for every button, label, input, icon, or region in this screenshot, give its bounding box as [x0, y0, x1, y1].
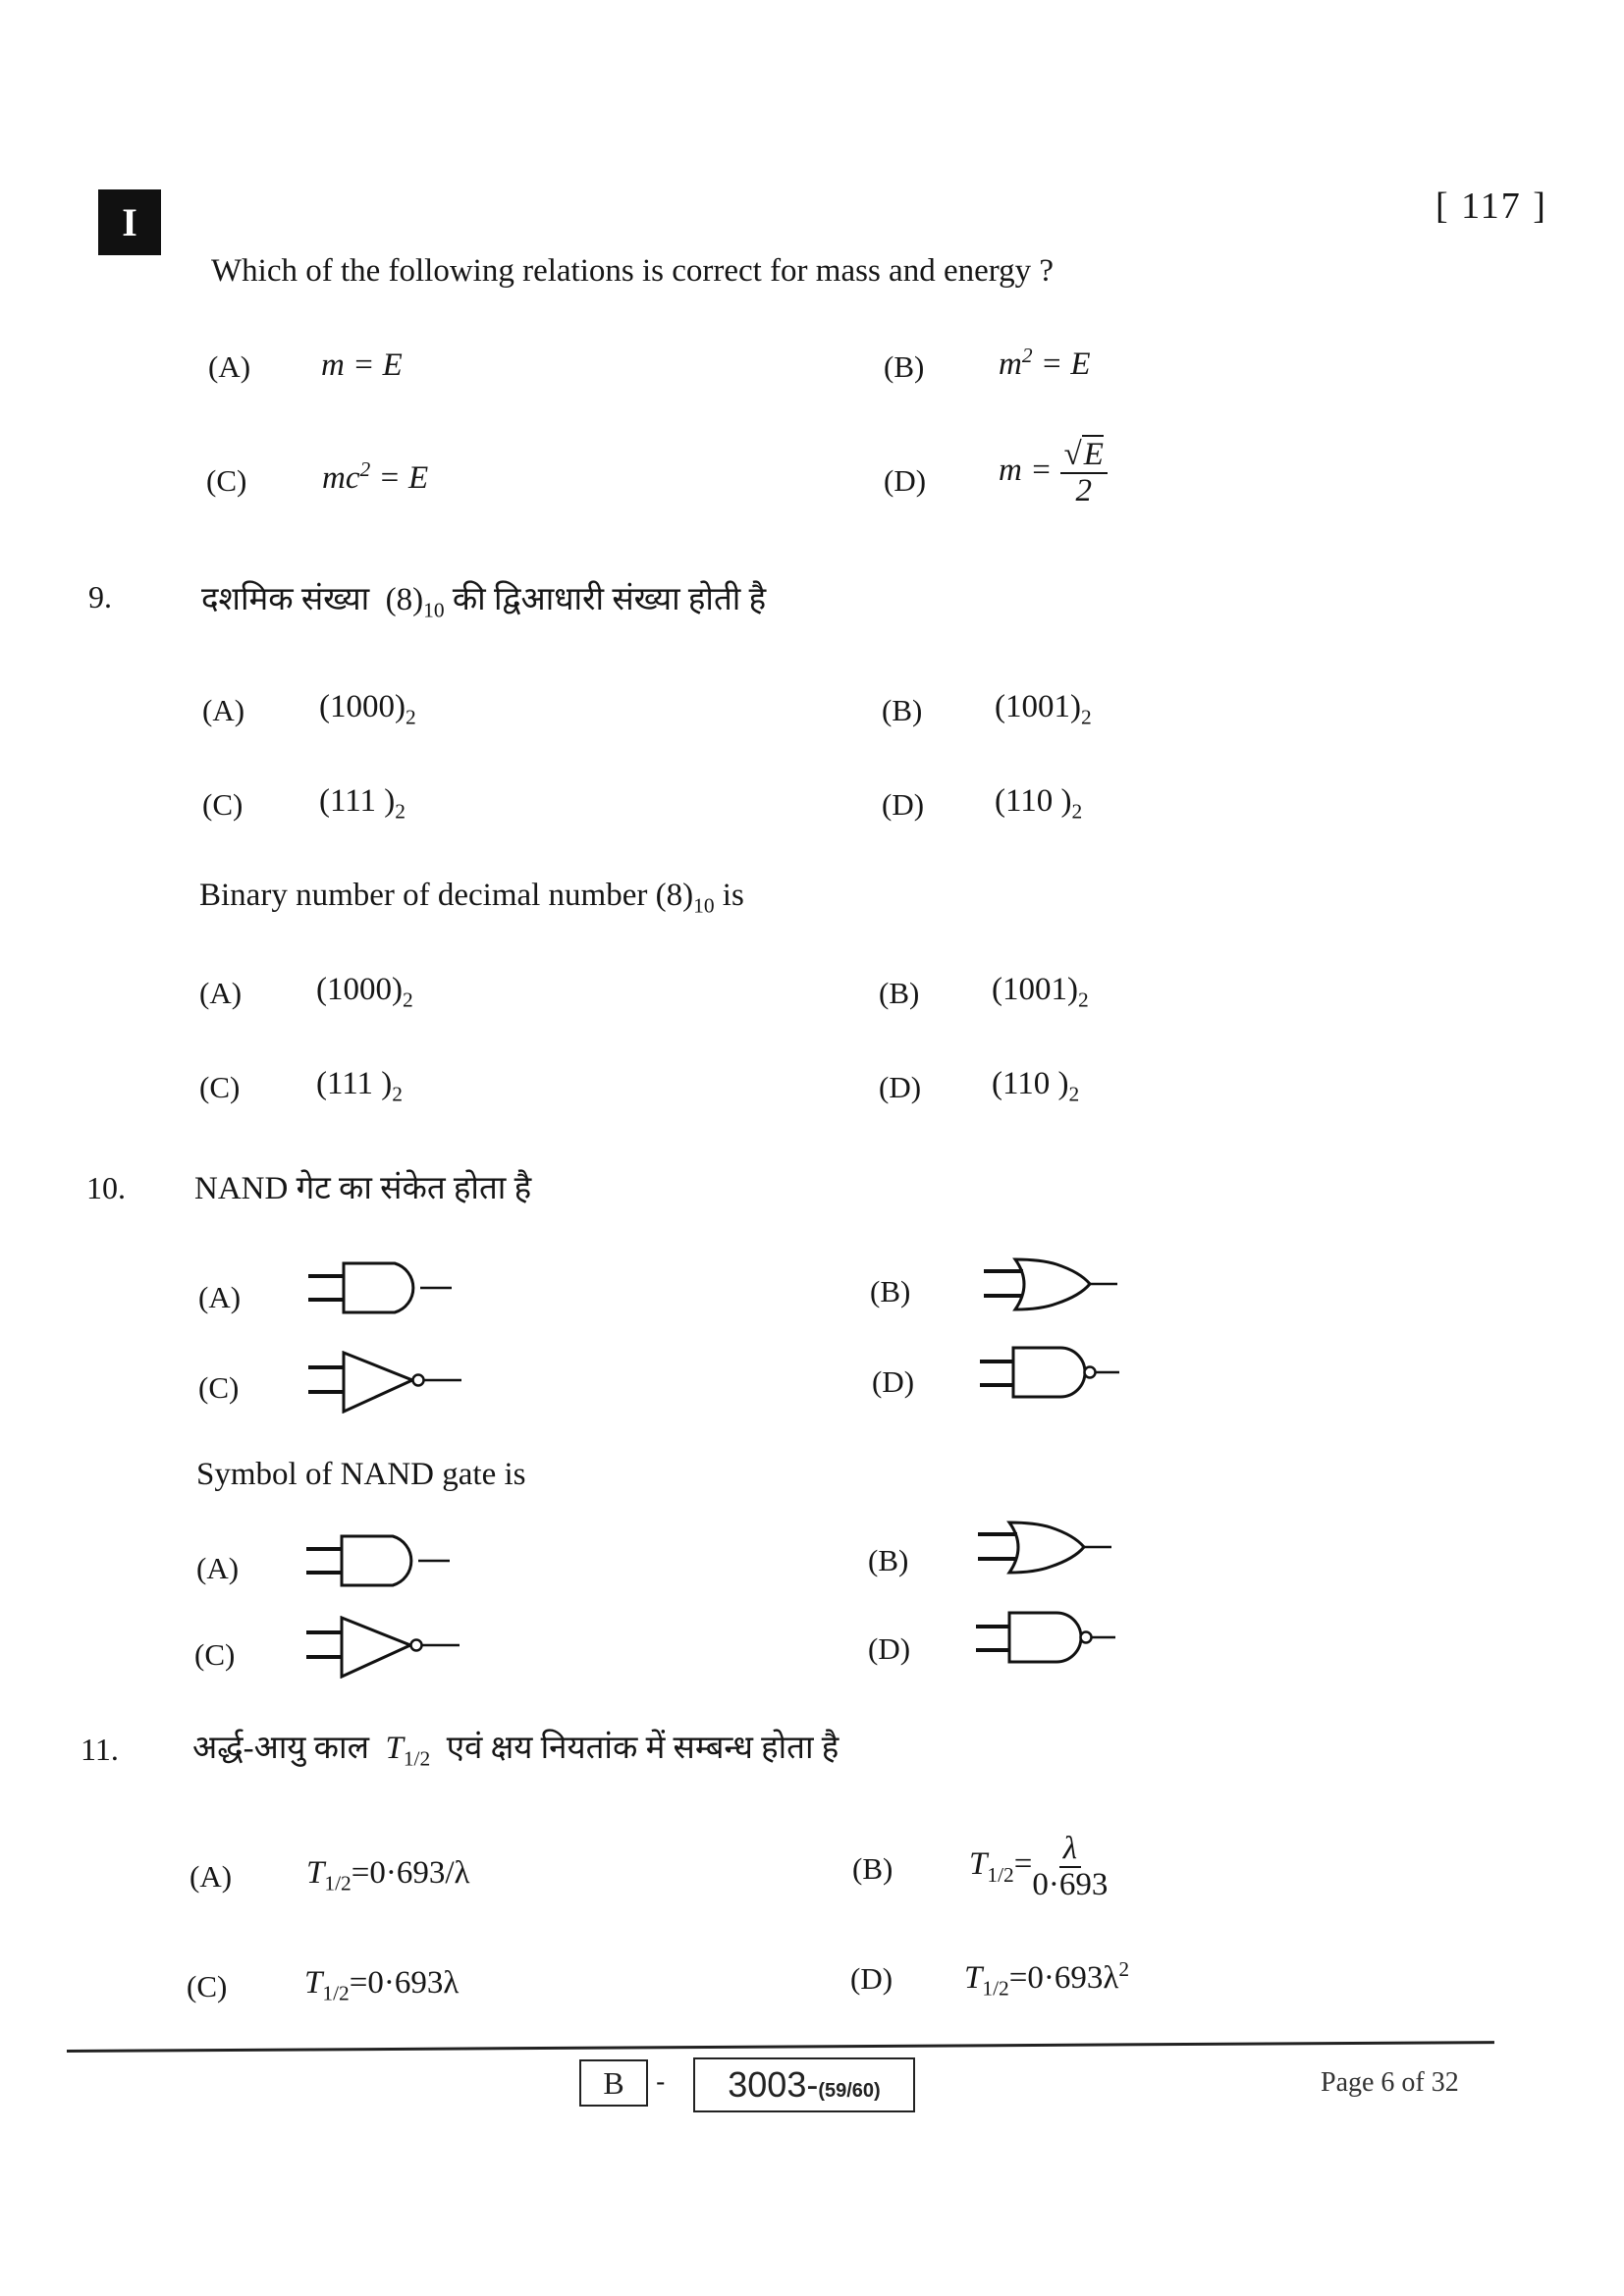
q11-option-a-label: (A)	[189, 1859, 233, 1894]
question-8-stem: Which of the following relations is correct for mass and energy ?	[211, 253, 1055, 289]
q9-en-option-c-value: (111 )$_2$	[316, 1066, 403, 1106]
question-9-stem-hindi: दशमिक संख्या $(8)_{10}$ की द्विआधारी संख्या होती है	[201, 582, 767, 622]
question-9-number: 9.	[88, 579, 112, 614]
q9-hi-option-b-label: (B)	[882, 693, 923, 727]
q11-option-c-label: (C)	[187, 1969, 228, 2003]
q10-en-option-d-label: (D)	[868, 1631, 911, 1666]
q8-option-b-value: $m^2 = E$	[999, 344, 1091, 382]
and-gate-icon	[306, 1260, 454, 1317]
or-gate-icon	[982, 1256, 1119, 1313]
question-10-number: 10.	[86, 1170, 126, 1205]
q8-option-a-value: m = E	[321, 347, 403, 383]
q9-hi-option-c-value: (111 )$_2$	[319, 783, 406, 824]
question-10-stem-english: Symbol of NAND gate is	[196, 1457, 526, 1492]
question-10-stem-hindi: NAND गेट का संकेत होता है	[194, 1171, 532, 1206]
q10-hi-option-d-label: (D)	[872, 1364, 915, 1399]
footer-dash: -	[656, 2065, 666, 2098]
q11-option-c-value: $T_{1/2}=0\cdot 693\lambda$	[304, 1965, 460, 2005]
set-code-badge: I	[98, 189, 161, 255]
q10-en-option-a-label: (A)	[196, 1551, 240, 1585]
q8-option-c-label: (C)	[206, 463, 247, 498]
q9-hi-option-c-label: (C)	[202, 787, 244, 822]
or-gate-icon	[976, 1520, 1113, 1576]
q9-hi-option-d-label: (D)	[882, 787, 925, 822]
q9-en-option-a-value: $(1000)_2$	[316, 972, 413, 1012]
q8-option-b-label: (B)	[884, 349, 925, 384]
q9-en-option-b-value: $(1001)_2$	[992, 972, 1089, 1012]
and-gate-icon	[304, 1533, 452, 1590]
question-11-stem-hindi: अर्द्ध-आयु काल $T_{1/2}$ एवं क्षय नियतांक में सम्बन्ध होता है	[192, 1731, 839, 1771]
footer-series-box: B	[579, 2059, 648, 2107]
nand-gate-icon	[974, 1610, 1117, 1665]
footer-paper-code-box: 3003-(59/60)	[693, 2057, 915, 2112]
q9-en-option-a-label: (A)	[199, 976, 243, 1010]
q8-option-c-value: $mc^2 = E$	[322, 457, 429, 496]
q9-en-option-d-label: (D)	[879, 1070, 922, 1104]
footer-divider	[67, 2041, 1494, 2053]
q9-en-option-c-label: (C)	[199, 1070, 241, 1104]
q11-option-a-value: $T_{1/2}=0\cdot 693/\lambda$	[306, 1855, 470, 1896]
q8-option-d-value: m = $\frac{√E}{2}$	[999, 438, 1108, 507]
not-gate-icon	[304, 1616, 461, 1679]
q8-option-a-label: (A)	[208, 349, 251, 384]
q10-hi-option-a-label: (A)	[198, 1280, 242, 1314]
question-9-stem-english: Binary number of decimal number $(8)_{10}$ is	[199, 878, 744, 918]
q9-hi-option-a-value: $(1000)_2$	[319, 689, 416, 729]
footer-page-info: Page 6 of 32	[1321, 2067, 1459, 2098]
q10-en-option-c-label: (C)	[194, 1637, 236, 1672]
q11-option-d-label: (D)	[850, 1961, 893, 1996]
page-bracket-number: [ 117 ]	[1435, 186, 1547, 227]
nand-gate-icon	[978, 1345, 1121, 1400]
q10-en-option-b-label: (B)	[868, 1543, 909, 1577]
q9-hi-option-b-value: $(1001)_2$	[995, 689, 1092, 729]
q9-hi-option-d-value: (110 )$_2$	[995, 783, 1083, 824]
q11-option-b-label: (B)	[852, 1851, 893, 1886]
not-gate-icon	[306, 1351, 463, 1414]
q9-hi-option-a-label: (A)	[202, 693, 245, 727]
q11-option-d-value: $T_{1/2}=0\cdot 693\lambda^2$	[964, 1957, 1130, 2001]
q10-hi-option-c-label: (C)	[198, 1370, 240, 1405]
q10-hi-option-b-label: (B)	[870, 1274, 911, 1308]
question-11-number: 11.	[81, 1732, 119, 1767]
q9-en-option-d-value: (110 )$_2$	[992, 1066, 1080, 1106]
q11-option-b-value: $T_{1/2}=$ $\frac{\lambda}{0\cdot 693}$	[969, 1831, 1109, 1902]
q9-en-option-b-label: (B)	[879, 976, 920, 1010]
q8-option-d-label: (D)	[884, 463, 927, 498]
